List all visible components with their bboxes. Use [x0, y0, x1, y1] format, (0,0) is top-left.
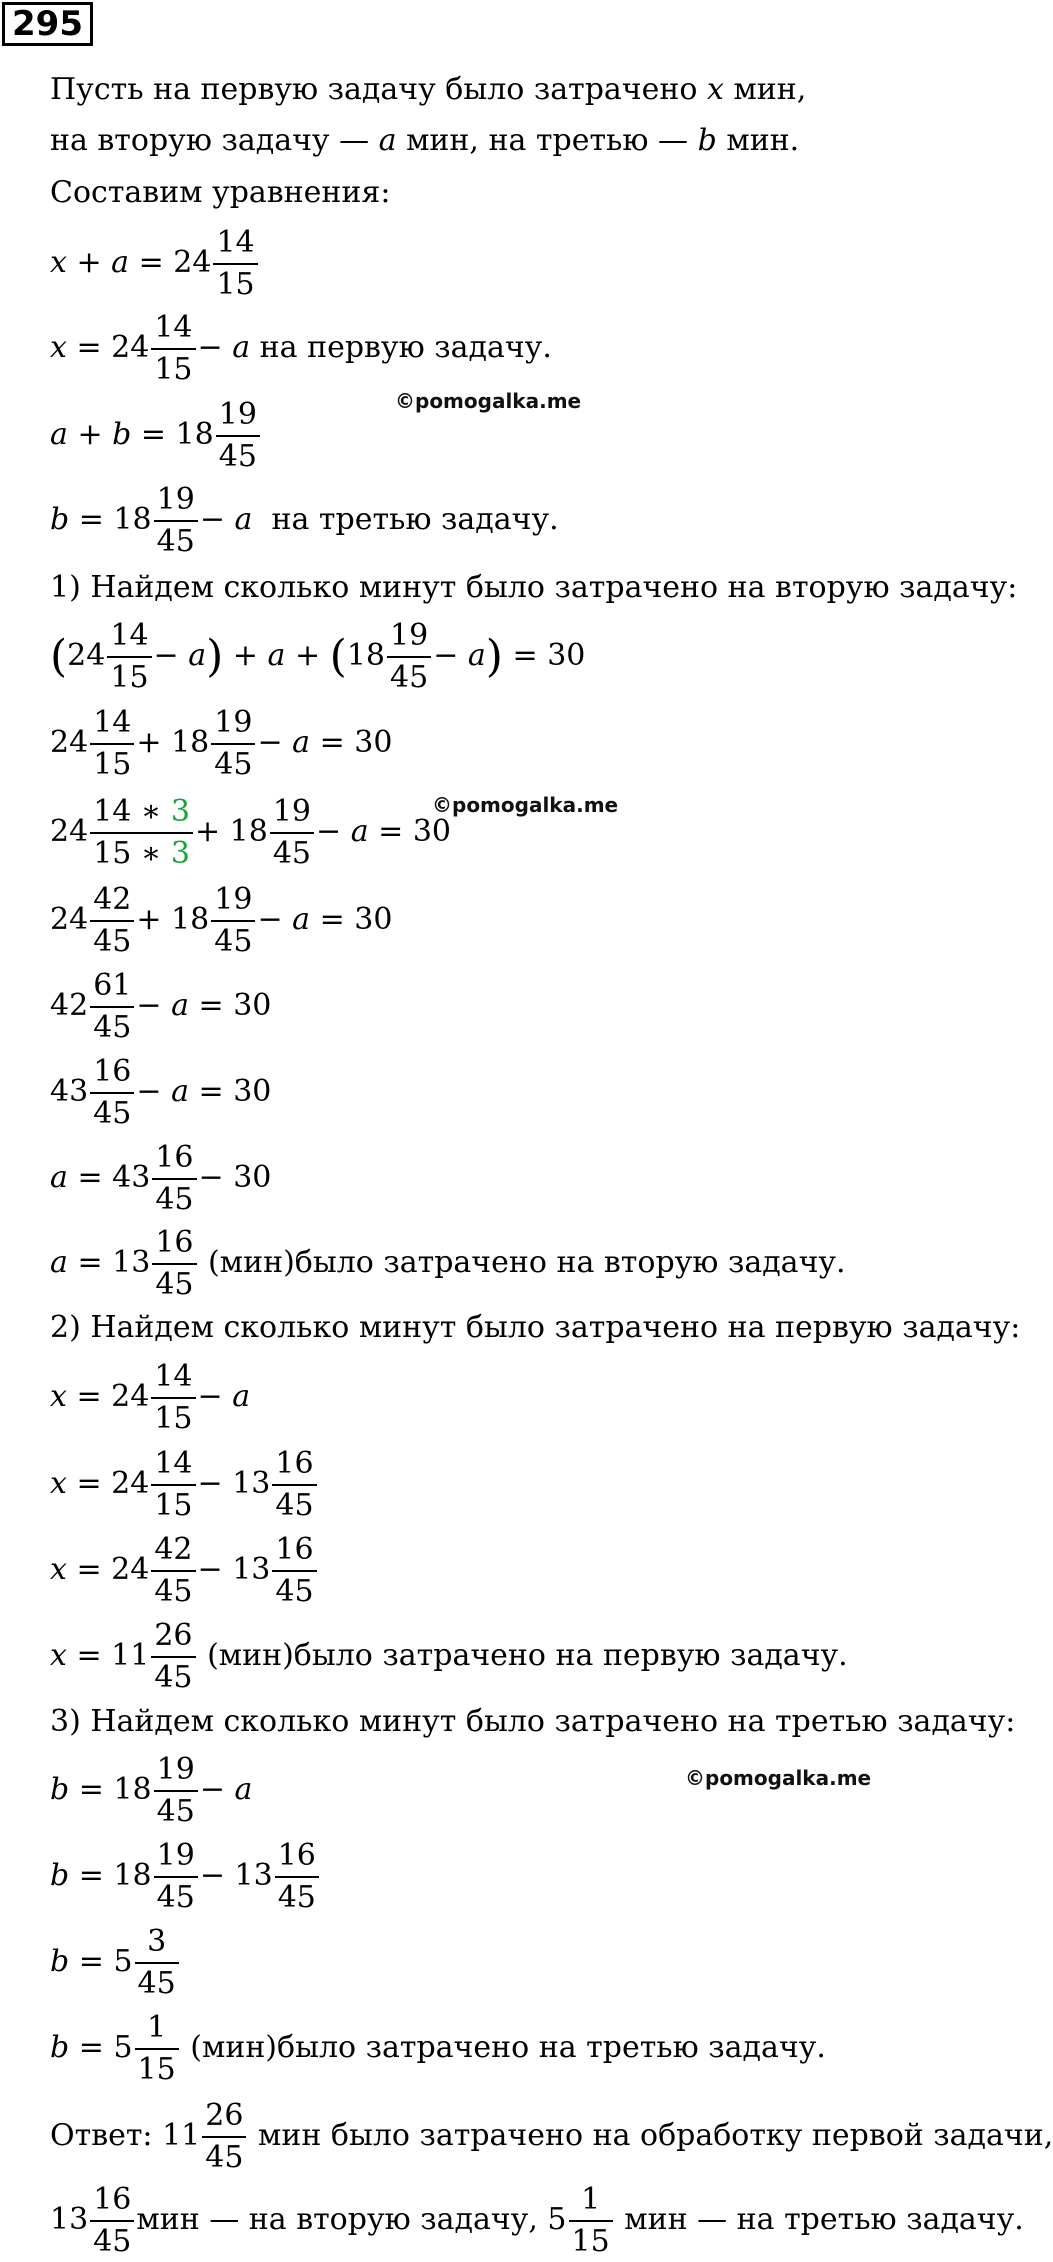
intro-line-2: на вторую задачу — a мин, на третью — b мин. [50, 123, 800, 158]
step-1-result: a = 13 $\frac{16}{45}$ (мин)было затрачено на вторую задачу. [50, 1223, 846, 1305]
fraction: $\frac{19}{45}$ [211, 703, 255, 785]
fraction: $\frac{1}{15}$ [569, 2180, 613, 2262]
step-3-eq-3: b = 5 $\frac{3}{45}$ [50, 1922, 181, 2004]
step-1-eq-1: (24 $\frac{14}{15}$ − a) + a + (18 $\frac{19}{45}$ − a) = 30 [50, 616, 585, 698]
fraction: $\frac{26}{45}$ [151, 1616, 195, 1698]
step-1-eq-4: 24 $\frac{42}{45}$ + 18 $\frac{19}{45}$ − a = 30 [50, 880, 392, 962]
watermark-3: ©pomogalka.me [685, 1766, 872, 1790]
fraction: $\frac{3}{45}$ [135, 1922, 179, 2004]
fraction: $\frac{19}{45}$ [216, 395, 260, 477]
fraction: $\frac{19}{45}$ [211, 880, 255, 962]
step-1-eq-5: 42 $\frac{61}{45}$ − a = 30 [50, 966, 271, 1048]
watermark-1: ©pomogalka.me [395, 389, 582, 413]
fraction: $\frac{42}{45}$ [151, 1530, 195, 1612]
fraction: $\frac{1}{15}$ [135, 2008, 179, 2090]
step-1-heading: 1) Найдем сколько минут было затрачено на вторую задачу: [50, 570, 1018, 605]
step-3-eq-2: b = 18 $\frac{19}{45}$ − 13 $\frac{16}{45}$ [50, 1836, 321, 1918]
multiplier: 3 [170, 794, 190, 829]
fraction: $\frac{16}{45}$ [272, 1444, 316, 1526]
fraction: $\frac{14}{15}$ [90, 703, 134, 785]
fraction: $\frac{16}{45}$ [152, 1223, 196, 1305]
fraction: $\frac{42}{45}$ [90, 880, 134, 962]
fraction: $\frac{61}{45}$ [90, 966, 134, 1048]
step-2-result: x = 11 $\frac{26}{45}$ (мин)было затрачено на первую задачу. [50, 1616, 848, 1698]
step-3-heading: 3) Найдем сколько минут было затрачено на третью задачу: [50, 1704, 1016, 1739]
fraction: $\frac{19}{45}$ [387, 616, 431, 698]
fraction: $\frac{14}{15}$ [151, 1357, 195, 1439]
compose-heading: Составим уравнения: [50, 175, 391, 210]
fraction: $\frac{19}{45}$ [270, 792, 314, 874]
step-2-eq-1: x = 24 $\frac{14}{15}$ − a [50, 1357, 250, 1439]
step-2-eq-3: x = 24 $\frac{42}{45}$ − 13 $\frac{16}{45}$ [50, 1530, 319, 1612]
fraction: $\frac{16}{45}$ [152, 1138, 196, 1220]
step-1-eq-2: 24 $\frac{14}{15}$ + 18 $\frac{19}{45}$ − a = 30 [50, 703, 392, 785]
step-2-heading: 2) Найдем сколько минут было затрачено на первую задачу: [50, 1310, 1021, 1345]
equation-1: x + a = 24 $\frac{14}{15}$ [50, 223, 260, 305]
fraction: $\frac{16}{45}$ [272, 1530, 316, 1612]
problem-number: 295 [2, 2, 93, 46]
fraction: $\frac{16}{45}$ [275, 1836, 319, 1918]
step-1-eq-3: 24 $\frac{14 ∗ 3}{15 ∗ 3}$ + 18 $\frac{19}{45}$ − a = 30 [50, 792, 451, 874]
equation-3: a + b = 18 $\frac{19}{45}$ [50, 395, 262, 477]
fraction: $\frac{14}{15}$ [213, 223, 257, 305]
fraction: $\frac{19}{45}$ [154, 480, 198, 562]
step-1-eq-6: 43 $\frac{16}{45}$ − a = 30 [50, 1052, 271, 1134]
fraction: $\frac{14}{15}$ [151, 1444, 195, 1526]
equation-2: x = 24 $\frac{14}{15}$ − a на первую задачу. [50, 308, 552, 390]
step-2-eq-2: x = 24 $\frac{14}{15}$ − 13 $\frac{16}{45}$ [50, 1444, 319, 1526]
step-3-result: b = 5 $\frac{1}{15}$ (мин)было затрачено на третью задачу. [50, 2008, 826, 2090]
fraction: $\frac{14}{15}$ [151, 308, 195, 390]
fraction: $\frac{26}{45}$ [202, 2096, 246, 2178]
fraction: $\frac{16}{45}$ [90, 2180, 134, 2262]
fraction: $\frac{19}{45}$ [154, 1836, 198, 1918]
fraction: $\frac{14}{15}$ [107, 616, 151, 698]
fraction: $\frac{16}{45}$ [90, 1052, 134, 1134]
answer-line-1: Ответ: 11 $\frac{26}{45}$ мин было затрачено на обработку первой задачи, [50, 2096, 1053, 2178]
fraction: $\frac{19}{45}$ [154, 1750, 198, 1832]
answer-line-2: 13 $\frac{16}{45}$ мин — на вторую задачу, 5 $\frac{1}{15}$ мин — на третью задачу. [50, 2180, 1024, 2262]
step-1-eq-7: a = 43 $\frac{16}{45}$ − 30 [50, 1138, 271, 1220]
multiplier: 3 [170, 836, 190, 871]
fraction: $\frac{14 ∗ 3}{15 ∗ 3}$ [90, 792, 193, 874]
step-3-eq-1: b = 18 $\frac{19}{45}$ − a [50, 1750, 252, 1832]
intro-line-1: Пусть на первую задачу было затрачено x мин, [50, 72, 807, 107]
equation-4: b = 18 $\frac{19}{45}$ − a на третью задачу. [50, 480, 559, 562]
watermark-2: ©pomogalka.me [432, 793, 619, 817]
